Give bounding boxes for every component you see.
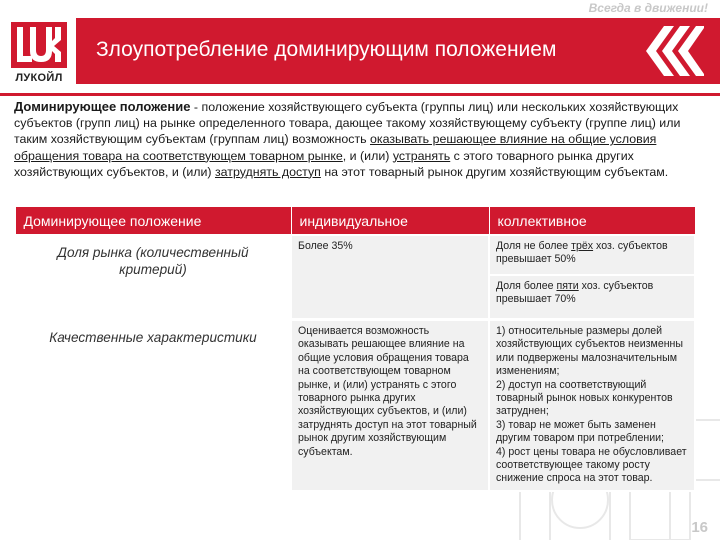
list-item: 1) относительные размеры долей хозяйствующих субъектов неизменны или подвержены малозначительным изменениям;	[496, 325, 684, 378]
cell-collective-share-a	[489, 235, 695, 275]
title-banner	[76, 18, 720, 84]
page-title: Злоупотребление доминирующим положением	[96, 38, 557, 61]
definition-text-3: с этого товарного рынка других хозяйствующих субъектов, и (или)	[14, 148, 634, 179]
header-individual: индивидуальное	[291, 207, 489, 236]
cell-individual-qualitative: Оценивается возможность оказывать решающее влияние на общие условия обращения товара на соответствующем товарном рынке, и (или) устранять с этого товарного рынка других хозяйствующих субъектов, и (или) затруднять доступ на этот товарный рынок другим хозяйствующим субъектам.	[291, 320, 489, 491]
table-header-row	[15, 207, 695, 236]
definition-text-4: на этот товарный рынок другим хозяйствующим субъектам.	[320, 164, 669, 179]
cell-underlined: трёх	[571, 240, 594, 252]
header-dominance: Доминирующее положение	[15, 207, 291, 236]
lukoil-logo-icon	[8, 20, 70, 70]
tagline: Всегда в движении!	[588, 1, 708, 15]
definition-underlined-1: оказывать решающее влияние на общие условия обращения товара на соответствующем товарном рынке	[14, 132, 657, 163]
cell-collective-qualitative	[489, 320, 695, 491]
definition-text-1: - положение хозяйствующего субъекта (группы лиц) или нескольких хозяйствующих субъектов (групп лиц) на рынке определенного товара, дающее такому хозяйствующему субъекту (группе лиц) или таким хозяйствующим субъектам (группам лиц) возможность	[14, 100, 681, 147]
definition-term: Доминирующее положение	[14, 99, 191, 114]
definition-underlined-2: устранять	[392, 148, 451, 163]
lukoil-logo	[8, 20, 70, 88]
definition-paragraph	[14, 99, 702, 180]
definition-underlined-3: затруднять доступ	[214, 164, 321, 179]
dominance-table	[14, 206, 696, 492]
cell-collective-share-b	[489, 275, 695, 320]
page-number: 16	[691, 519, 708, 536]
definition-text-2: , и (или)	[342, 148, 393, 163]
row-label-qualitative: Качественные характеристики	[15, 320, 291, 491]
header-divider	[0, 93, 720, 96]
cell-text: хоз. субъектов превышает 70%	[496, 280, 654, 306]
header-collective: коллективное	[489, 207, 695, 236]
table-row	[15, 320, 695, 491]
list-item: 3) товар не может быть заменен другим товаром при потреблении;	[496, 418, 664, 445]
table-row	[15, 235, 695, 275]
chevrons-icon	[642, 24, 704, 78]
cell-text: Доля более	[496, 280, 557, 292]
list-item: 4) рост цены товара не обусловливает соответствующее такому росту снижение спроса на этот товар.	[496, 445, 687, 485]
row-label-market-share: Доля рынка (количественный критерий)	[15, 235, 291, 320]
cell-text: хоз. субъектов превышает 50%	[496, 240, 668, 266]
list-item: 2) доступ на соответствующий товарный рынок новых конкурентов затруднен;	[496, 378, 673, 418]
cell-underlined: пяти	[556, 280, 579, 292]
cell-text: Доля не более	[496, 240, 572, 252]
cell-individual-share: Более 35%	[291, 235, 489, 320]
logo-text: ЛУКОЙЛ	[15, 72, 63, 84]
